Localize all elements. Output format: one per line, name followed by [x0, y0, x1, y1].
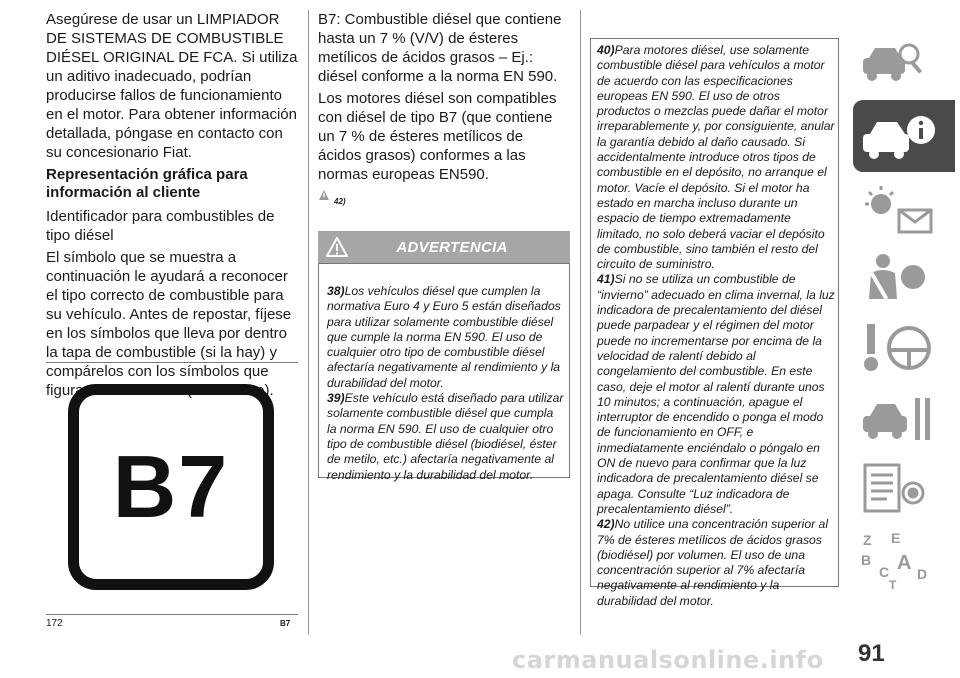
tab-car-search[interactable]	[853, 30, 955, 96]
note-text: Los vehículos diésel que cumplen la normativa Euro 4 y Euro 5 están diseñados para utilizar solamente combustible diésel que cumple la norma EN 590. El uso de cualquier otro tipo de combustible diésel afectaría negativamente al rendimiento y la durabilidad del motor.	[327, 284, 561, 390]
chapter-tabs	[853, 30, 955, 596]
specifications-icon	[859, 461, 935, 517]
svg-text:D: D	[917, 566, 928, 582]
tab-car-service[interactable]	[853, 386, 955, 452]
section-label: B7	[280, 619, 291, 628]
note-39	[327, 391, 565, 483]
note-number: 38)	[327, 284, 345, 298]
figure-divider	[46, 362, 298, 363]
intro-paragraph: Asegúrese de usar un LIMPIADOR DE SISTEMAS DE COMBUSTIBLE DIÉSEL ORIGINAL DE FCA. Si utiliza un aditivo inadecuado, podrían producirse fallos de funcionamiento en el motor. Para obtener información detallada, póngase en contacto con su concesionario Fiat.	[46, 11, 298, 161]
column-separator	[308, 10, 309, 635]
index-alphabet-icon	[859, 529, 935, 589]
page-big-number: 91	[858, 640, 885, 667]
key-steering-icon	[859, 320, 935, 378]
svg-text:A: A	[897, 552, 912, 574]
note-41	[597, 272, 835, 517]
note-text: No utilice una concentración superior al 7% de ésteres metílicos de ácidos grasos (biodiésel) por volumen. El uso de una concentración superior al 7% afectaría negativamente al rendimiento y la durabilidad del motor.	[597, 517, 829, 608]
note-42	[597, 517, 835, 609]
note-text: Este vehículo está diseñado para utilizar solamente combustible diésel que cumpla la norma EN 590. El uso de cualquier otro tipo de combustible diésel (biodiésel, éster de metilo, etc.) afectaría negativamente al rendimiento y la durabilidad del motor.	[327, 391, 564, 482]
watermark[interactable]: carmanualsonline.info	[512, 646, 824, 674]
note-text: Si no se utiliza un combustible de “invierno” adecuado en clima invernal, la luz indicadora de precalentamiento del diésel puede parpadear y el régimen del motor puede no incrementarse por encima de la velocidad de ralentí debido al congelamiento del combustible. En este caso, deje el motor al ralentí durante unos 10 minutos; a continuación, apague el interruptor de encendido o ponga el modo de funcionamiento en OFF, e inmediatamente enciéndalo o póngalo en ON de nuevo para confirmar que la luz indicadora de precalentamiento diésel se apaga. Consulte “Luz indicadora de precalentamiento diésel”.	[597, 272, 835, 516]
warning-lights-icon	[859, 182, 935, 236]
warning-header	[318, 231, 570, 263]
page-number: 172	[46, 618, 63, 629]
seatbelt-airbag-icon	[859, 251, 929, 307]
car-service-icon	[859, 392, 935, 446]
svg-text:C: C	[879, 564, 890, 580]
identifier-paragraph: Identificador para combustibles de tipo diésel	[46, 208, 275, 244]
svg-text:Z: Z	[863, 532, 872, 548]
tab-index[interactable]	[853, 526, 955, 592]
svg-text:B: B	[861, 552, 872, 568]
tab-safety[interactable]	[853, 246, 955, 312]
note-number: 39)	[327, 391, 345, 406]
symbol-paragraph: El símbolo que se muestra a continuación le ayudará a reconocer el tipo correcto de combustible para su vehículo. Antes de repostar, fíjese en los símbolos que lleva por dentro la tapa de combustible (si la hay) y compárelos con los símbolos que figuran en el surtidor (en su caso).	[46, 249, 292, 399]
b7-fuel-symbol	[68, 384, 274, 590]
column-separator	[580, 10, 581, 635]
note-40	[597, 43, 835, 272]
warning-icon	[326, 237, 354, 257]
b7-definition-paragraph: B7: Combustible diésel que contiene hasta un 7 % (V/V) de ésteres metílicos de ácidos grasos – Ej.: diésel conforme a la norma EN 590.	[318, 11, 562, 85]
note-number: 40)	[597, 43, 615, 57]
note-38	[327, 284, 565, 391]
tab-car-info[interactable]	[853, 100, 955, 172]
notes-box	[590, 38, 839, 608]
tab-warning-lights[interactable]	[853, 176, 955, 242]
note-number: 41)	[597, 272, 615, 287]
tab-specifications[interactable]	[853, 456, 955, 522]
note-number: 42)	[597, 517, 615, 532]
warning-ref-tag: 42)	[334, 197, 346, 206]
warning-reference	[318, 188, 570, 206]
footer-divider	[46, 614, 298, 615]
warning-title: ADVERTENCIA	[396, 238, 508, 256]
tab-starting-driving[interactable]	[853, 316, 955, 382]
car-search-icon	[859, 38, 929, 88]
section-heading: Representación gráfica para información al cliente	[46, 166, 248, 201]
compatibility-paragraph: Los motores diésel son compatibles con diésel de tipo B7 (que contiene un 7 % de ésteres metílicos de ácidos grasos) conformes a las normas europeas EN590.	[318, 90, 557, 183]
b7-symbol-label: B7	[112, 437, 230, 536]
svg-text:T: T	[889, 578, 897, 589]
warning-box	[318, 263, 570, 482]
column-middle	[318, 10, 570, 206]
svg-text:E: E	[891, 530, 901, 546]
column-left	[46, 10, 298, 403]
note-text: Para motores diésel, use solamente combustible diésel para vehículos a motor de acuerdo con las especificaciones europeas EN 590. El uso de otros productos o mezclas puede dañar el motor irreparablemente y, por consiguiente, anular la garantía debido al daño causado. Si accidentalmente introduce otros tipos de combustible en el depósito, no arranque el motor. Vacíe el depósito. Si el motor ha estado en marcha incluso durante un espacio de tiempo extremadamente limitado, no solo deberá vaciar el depósito de combustible, sino también el resto del circuito de suministro.	[597, 43, 835, 272]
warning-ref-icon	[318, 188, 330, 206]
car-info-icon	[859, 108, 939, 164]
